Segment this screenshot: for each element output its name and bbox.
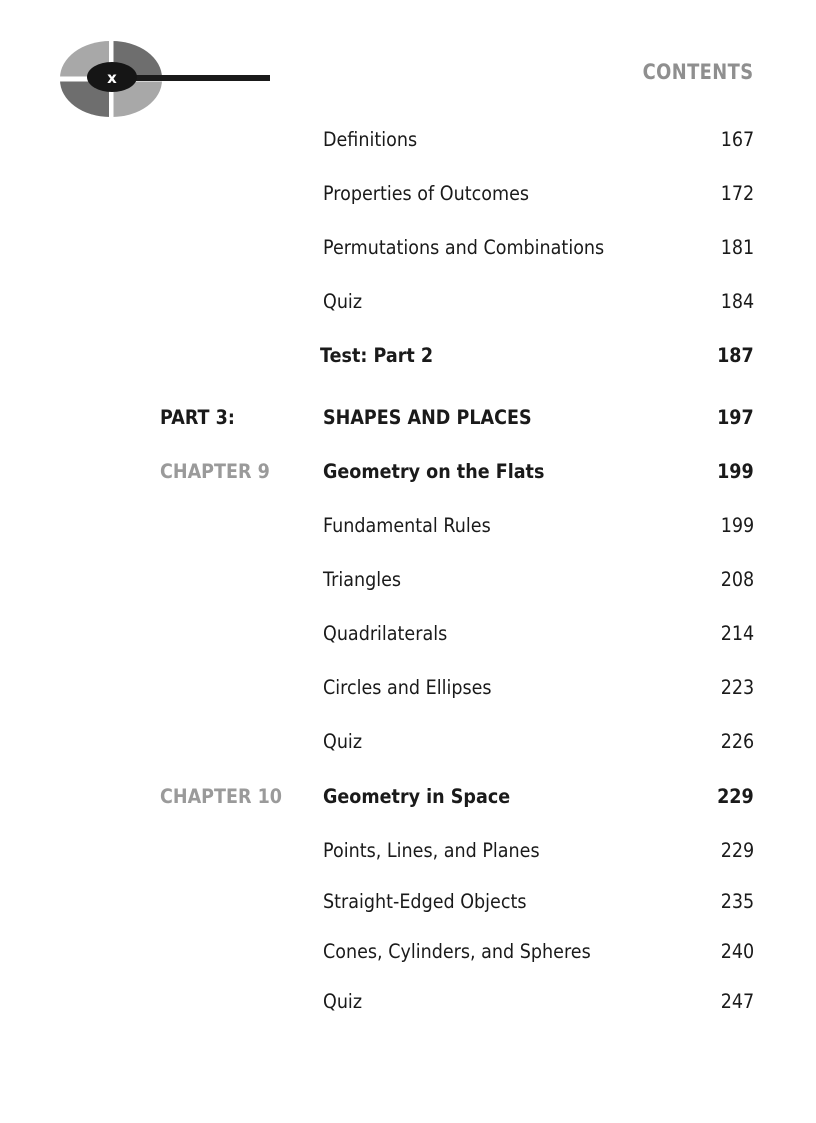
toc-entry-title: Fundamental Rules — [323, 514, 491, 537]
toc-entry — [0, 673, 816, 703]
toc-chapter-page: 199 — [717, 460, 754, 483]
toc-entry — [0, 179, 816, 209]
toc-entry-page: 223 — [720, 676, 754, 699]
toc-entry-page: 247 — [720, 990, 754, 1013]
toc-chapter-title: Geometry in Space — [323, 785, 511, 808]
toc-entry-title: Triangles — [323, 568, 402, 591]
toc-entry — [0, 125, 816, 155]
toc-entry-title: Properties of Outcomes — [323, 182, 530, 205]
toc-entry — [0, 727, 816, 757]
toc-entry-title: Quiz — [323, 730, 363, 753]
section-title: CONTENTS — [643, 60, 754, 84]
toc-test-entry — [0, 341, 816, 371]
toc-entry-page: 172 — [720, 182, 754, 205]
toc-entry-page: 229 — [720, 839, 754, 862]
toc-part-page: 197 — [717, 406, 754, 429]
toc-chapter-entry — [0, 782, 816, 812]
toc-entry — [0, 287, 816, 317]
toc-entry-page: 187 — [717, 344, 754, 367]
toc-part-entry — [0, 403, 816, 433]
toc-entry-page: 226 — [720, 730, 754, 753]
toc-entry-title: Permutations and Combinations — [323, 236, 605, 259]
toc-entry-title: Cones, Cylinders, and Spheres — [323, 940, 591, 963]
toc-part-label: PART 3: — [160, 406, 235, 429]
page-marker-text: x — [107, 69, 117, 87]
toc-entry-page: 235 — [720, 890, 754, 913]
toc-entry — [0, 937, 816, 967]
toc-entry — [0, 987, 816, 1017]
toc-entry — [0, 233, 816, 263]
toc-entry-page: 208 — [720, 568, 754, 591]
toc-entry-title: Quiz — [323, 990, 363, 1013]
toc-entry-title: Definitions — [323, 128, 418, 151]
toc-entry-page: 240 — [720, 940, 754, 963]
toc-entry-title: Points, Lines, and Planes — [323, 839, 540, 862]
toc-part-title: SHAPES AND PLACES — [323, 406, 532, 429]
toc-entry — [0, 887, 816, 917]
toc-chapter-label: CHAPTER 10 — [160, 785, 283, 808]
toc-chapter-page: 229 — [717, 785, 754, 808]
toc-entry-page: 167 — [720, 128, 754, 151]
toc-entry-page: 199 — [720, 514, 754, 537]
toc-entry — [0, 836, 816, 866]
toc-chapter-title: Geometry on the Flats — [323, 460, 545, 483]
toc-entry-title: Quadrilaterals — [323, 622, 448, 645]
toc-entry-page: 181 — [720, 236, 754, 259]
toc-chapter-label: CHAPTER 9 — [160, 460, 270, 483]
toc-entry — [0, 511, 816, 541]
toc-entry-title: Quiz — [323, 290, 363, 313]
toc-entry-page: 214 — [720, 622, 754, 645]
toc-chapter-entry — [0, 457, 816, 487]
toc-entry-title: Test: Part 2 — [320, 344, 434, 367]
toc-entry — [0, 565, 816, 595]
toc-entry-page: 184 — [720, 290, 754, 313]
toc-entry-title: Straight-Edged Objects — [323, 890, 527, 913]
toc-entry-title: Circles and Ellipses — [323, 676, 492, 699]
toc-entry — [0, 619, 816, 649]
